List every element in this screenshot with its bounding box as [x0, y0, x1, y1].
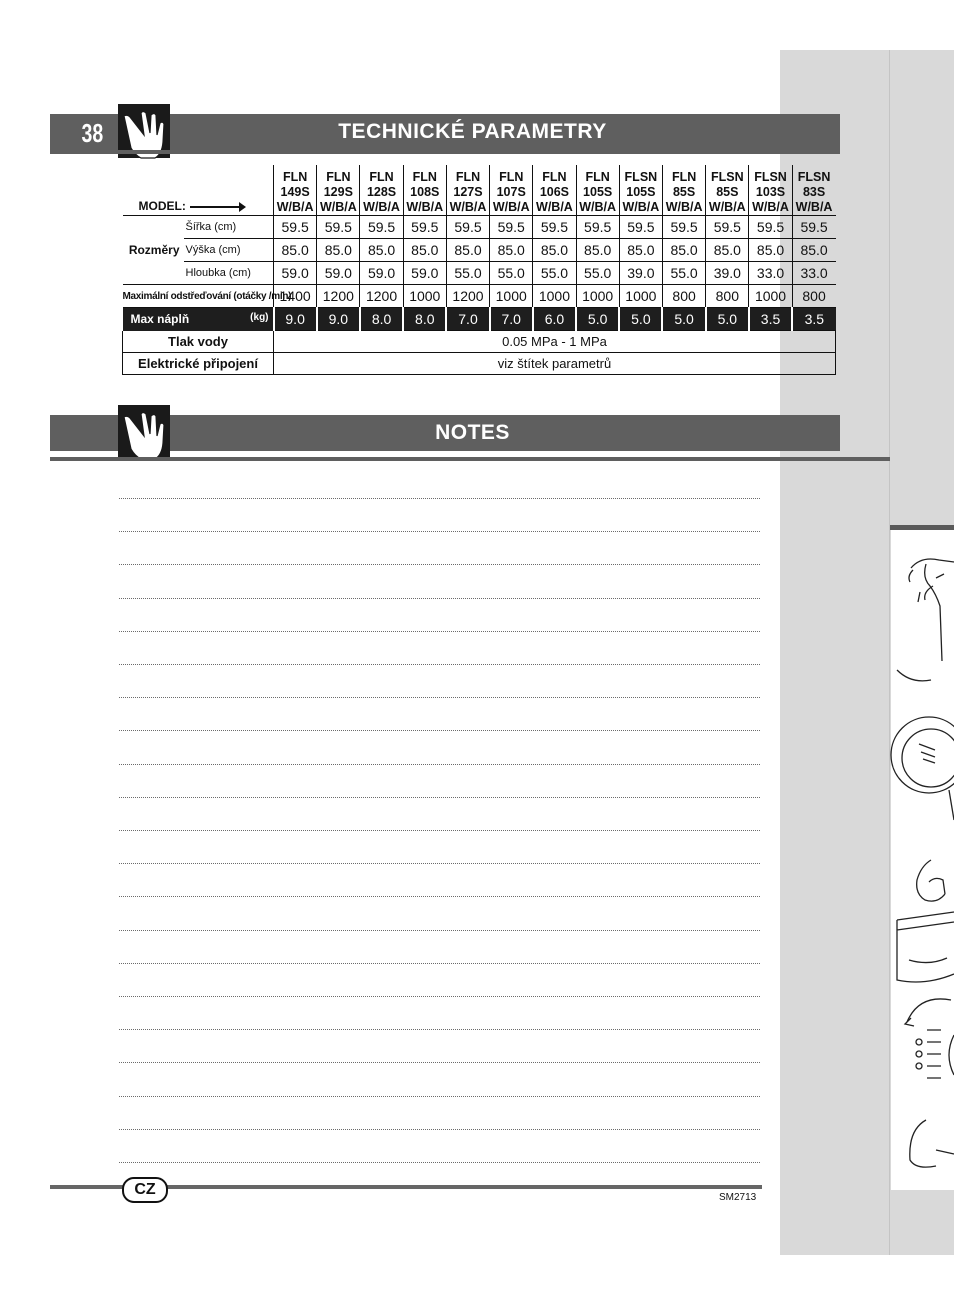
spin-row — [123, 285, 836, 308]
table-cell: 59.5 — [446, 216, 489, 239]
pressure-row — [123, 331, 836, 353]
table-cell: 59.5 — [792, 216, 835, 239]
table-cell: 59.0 — [403, 262, 446, 285]
note-line — [119, 697, 760, 698]
load-row — [123, 308, 836, 331]
note-line — [119, 896, 760, 897]
table-cell: 59.0 — [317, 262, 360, 285]
table-cell: 8.0 — [360, 308, 403, 331]
table-cell: 800 — [662, 285, 705, 308]
electric-row — [123, 353, 836, 375]
section-title-notes: NOTES — [435, 421, 510, 444]
table-cell: 85.0 — [662, 239, 705, 262]
notes-underline — [50, 457, 890, 461]
washing-machine-illustrations — [891, 530, 954, 1190]
table-cell: 59.5 — [490, 216, 533, 239]
dimensions-label: Rozměry — [123, 216, 184, 285]
table-cell: 85.0 — [619, 239, 662, 262]
model-column-header: FLN 108S W/B/A — [403, 165, 446, 216]
note-line — [119, 730, 760, 731]
table-cell: 1000 — [619, 285, 662, 308]
height-label: Výška (cm) — [184, 239, 274, 262]
table-cell: 85.0 — [446, 239, 489, 262]
table-cell: 3.5 — [792, 308, 835, 331]
table-cell: 59.5 — [749, 216, 792, 239]
load-label: Max náplň (kg) — [123, 308, 274, 331]
table-cell: 33.0 — [749, 262, 792, 285]
height-row — [123, 239, 836, 262]
model-column-header: FLN 85S W/B/A — [662, 165, 705, 216]
table-cell: 59.5 — [619, 216, 662, 239]
note-line — [119, 1162, 760, 1163]
table-cell: 5.0 — [662, 308, 705, 331]
table-cell: 59.5 — [662, 216, 705, 239]
table-cell: 85.0 — [360, 239, 403, 262]
table-cell: 7.0 — [490, 308, 533, 331]
table-cell: 59.5 — [533, 216, 576, 239]
table-cell: 55.0 — [533, 262, 576, 285]
table-cell: 800 — [706, 285, 749, 308]
table-cell: 5.0 — [619, 308, 662, 331]
table-cell: 59.5 — [403, 216, 446, 239]
table-cell: 59.5 — [274, 216, 317, 239]
table-cell: 55.0 — [446, 262, 489, 285]
model-column-header: FLN 127S W/B/A — [446, 165, 489, 216]
table-cell: 85.0 — [792, 239, 835, 262]
table-cell: 1000 — [576, 285, 619, 308]
language-badge: CZ — [122, 1177, 168, 1203]
table-cell: 1200 — [317, 285, 360, 308]
note-line — [119, 764, 760, 765]
model-column-header: FLSN 105S W/B/A — [619, 165, 662, 216]
model-column-header: FLN 128S W/B/A — [360, 165, 403, 216]
table-cell: 1000 — [403, 285, 446, 308]
table-cell: 33.0 — [792, 262, 835, 285]
width-row — [123, 216, 836, 239]
note-line — [119, 963, 760, 964]
note-line — [119, 1029, 760, 1030]
table-cell: 59.0 — [360, 262, 403, 285]
model-column-header: FLSN 83S W/B/A — [792, 165, 835, 216]
table-cell: 1200 — [446, 285, 489, 308]
model-column-header: FLN 129S W/B/A — [317, 165, 360, 216]
note-line — [119, 564, 760, 565]
note-line — [119, 1062, 760, 1063]
note-line — [119, 996, 760, 997]
table-cell: 55.0 — [662, 262, 705, 285]
note-line — [119, 1129, 760, 1130]
note-line — [119, 498, 760, 499]
table-cell: 59.5 — [360, 216, 403, 239]
table-cell: 85.0 — [533, 239, 576, 262]
table-cell: 800 — [792, 285, 835, 308]
table-cell: 1000 — [749, 285, 792, 308]
table-cell: 1200 — [360, 285, 403, 308]
table-cell: 39.0 — [619, 262, 662, 285]
note-line — [119, 531, 760, 532]
table-cell: 85.0 — [706, 239, 749, 262]
note-line — [119, 863, 760, 864]
pressure-label: Tlak vody — [123, 331, 274, 353]
table-cell: 5.0 — [576, 308, 619, 331]
depth-label: Hloubka (cm) — [184, 262, 274, 285]
header-underline — [50, 150, 840, 154]
table-cell: 1400 — [274, 285, 317, 308]
electric-value: viz štítek parametrů — [274, 353, 836, 375]
model-column-header: FLN 149S W/B/A — [274, 165, 317, 216]
note-line — [119, 631, 760, 632]
model-header-row — [123, 165, 836, 216]
model-column-header: FLSN 85S W/B/A — [706, 165, 749, 216]
width-label: Šířka (cm) — [184, 216, 274, 239]
table-cell: 55.0 — [576, 262, 619, 285]
table-cell: 1000 — [533, 285, 576, 308]
table-cell: 59.5 — [706, 216, 749, 239]
table-cell: 39.0 — [706, 262, 749, 285]
spin-label: Maximální odstřeďování (otáčky /min) — [123, 285, 274, 308]
electric-label: Elektrické připojení — [123, 353, 274, 375]
table-cell: 85.0 — [490, 239, 533, 262]
table-cell: 85.0 — [274, 239, 317, 262]
model-column-header: FLN 105S W/B/A — [576, 165, 619, 216]
table-cell: 3.5 — [749, 308, 792, 331]
model-column-header: FLN 107S W/B/A — [490, 165, 533, 216]
side-illustration-strip — [891, 530, 954, 1190]
note-line — [119, 1096, 760, 1097]
table-cell: 59.0 — [274, 262, 317, 285]
table-cell: 85.0 — [403, 239, 446, 262]
table-cell: 85.0 — [749, 239, 792, 262]
table-cell: 59.5 — [317, 216, 360, 239]
table-cell: 9.0 — [317, 308, 360, 331]
table-cell: 7.0 — [446, 308, 489, 331]
table-cell: 59.5 — [576, 216, 619, 239]
note-line — [119, 664, 760, 665]
page-number: 38 — [81, 118, 104, 148]
note-line — [119, 797, 760, 798]
table-cell: 55.0 — [490, 262, 533, 285]
model-column-header: FLN 106S W/B/A — [533, 165, 576, 216]
note-line — [119, 930, 760, 931]
model-column-header: FLSN 103S W/B/A — [749, 165, 792, 216]
table-cell: 85.0 — [317, 239, 360, 262]
note-line — [119, 598, 760, 599]
table-cell: 1000 — [490, 285, 533, 308]
table-cell: 8.0 — [403, 308, 446, 331]
model-label: MODEL: — [123, 165, 274, 216]
table-cell: 5.0 — [706, 308, 749, 331]
section-title-technical: TECHNICKÉ PARAMETRY — [338, 120, 607, 143]
table-cell: 6.0 — [533, 308, 576, 331]
note-line — [119, 830, 760, 831]
table-cell: 9.0 — [274, 308, 317, 331]
pressure-value: 0.05 MPa - 1 MPa — [274, 331, 836, 353]
specification-table — [122, 165, 836, 375]
hand-icon — [118, 405, 170, 459]
document-code: SM2713 — [719, 1192, 757, 1203]
side-divider — [889, 50, 890, 1255]
arrow-right-icon — [190, 206, 244, 208]
table-cell: 85.0 — [576, 239, 619, 262]
depth-row — [123, 262, 836, 285]
